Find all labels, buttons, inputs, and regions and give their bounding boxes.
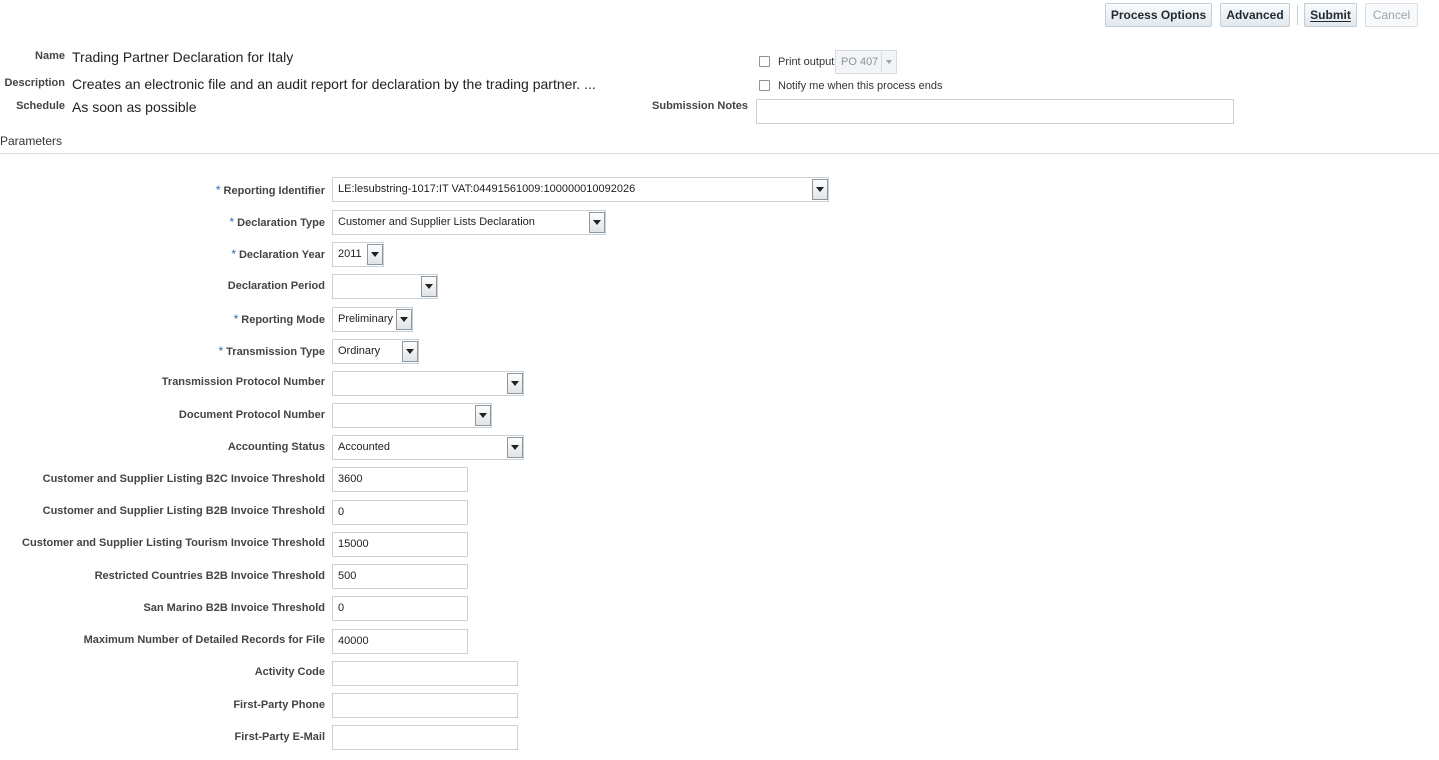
document-protocol-number-select[interactable] [332,403,492,428]
tourism-threshold-input[interactable]: 15000 [332,532,468,557]
activity-code-input[interactable] [332,661,518,686]
chevron-down-icon [881,52,895,72]
chevron-down-icon[interactable] [507,437,523,458]
chevron-down-icon[interactable] [589,212,605,233]
reporting-identifier-value: LE:lesubstring-1017:IT VAT:04491561009:100000010092026 [338,183,636,195]
declaration-period-label: Declaration Period [227,280,325,292]
transmission-type-select[interactable] [332,339,419,364]
first-party-phone-input[interactable] [332,693,518,718]
submit-button[interactable]: Submit [1304,3,1357,27]
restricted-threshold-input[interactable]: 500 [332,564,468,589]
declaration-period-select[interactable] [332,274,438,299]
name-label: Name [35,50,65,62]
description-label: Description [4,77,65,89]
declaration-type-select[interactable] [332,210,606,235]
print-output-label: Print output [778,56,835,68]
chevron-down-icon[interactable] [367,244,383,265]
notify-label: Notify me when this process ends [778,80,943,92]
submission-notes-label: Submission Notes [652,100,748,112]
reporting-mode-label: * Reporting Mode [233,312,325,326]
san-marino-threshold-input[interactable]: 0 [332,596,468,621]
declaration-type-value: Customer and Supplier Lists Declaration [338,216,535,228]
required-indicator: * [231,247,236,261]
section-divider [0,153,1439,154]
declaration-year-select[interactable] [332,242,384,267]
first-party-email-label: First-Party E-Mail [234,731,325,743]
chevron-down-icon[interactable] [396,309,412,330]
max-records-input[interactable]: 40000 [332,629,468,654]
document-protocol-number-label: Document Protocol Number [178,409,325,421]
chevron-down-icon[interactable] [507,373,523,394]
reporting-identifier-label: * Reporting Identifier [215,183,325,197]
required-indicator: * [218,344,224,358]
required-indicator: * [215,183,221,197]
chevron-down-icon[interactable] [421,276,437,297]
cancel-button[interactable]: Cancel [1365,3,1418,27]
accounting-status-select[interactable] [332,435,524,460]
required-indicator: * [233,312,239,326]
b2b-threshold-label: Customer and Supplier Listing B2B Invoice Threshold [42,505,325,517]
accounting-status-label: Accounting Status [227,441,325,453]
b2c-threshold-label: Customer and Supplier Listing B2C Invoice Threshold [42,473,325,485]
declaration-year-value: 2011 [338,248,362,260]
first-party-phone-label: First-Party Phone [233,699,325,711]
declaration-type-label: * Declaration Type [229,215,325,229]
restricted-threshold-label: Restricted Countries B2B Invoice Threshold [94,570,325,582]
first-party-email-input[interactable] [332,725,518,750]
san-marino-threshold-label: San Marino B2B Invoice Threshold [143,602,325,614]
chevron-down-icon[interactable] [812,179,828,200]
schedule-value: As soon as possible [72,99,197,115]
submission-notes-input[interactable] [756,99,1234,124]
toolbar-separator [1297,5,1298,25]
process-options-button[interactable]: Process Options [1105,3,1212,27]
advanced-button[interactable]: Advanced [1220,3,1290,27]
max-records-label: Maximum Number of Detailed Records for File [83,634,325,646]
required-indicator: * [229,215,235,229]
chevron-down-icon[interactable] [402,341,418,362]
transmission-type-label: * Transmission Type [218,344,325,358]
tourism-threshold-label: Customer and Supplier Listing Tourism Invoice Threshold [22,537,325,549]
chevron-down-icon[interactable] [475,405,491,426]
declaration-year-label: * Declaration Year [231,247,325,261]
parameters-title: Parameters [0,134,63,148]
schedule-label: Schedule [16,100,65,112]
transmission-type-value: Ordinary [338,345,381,357]
description-value: Creates an electronic file and an audit report for declaration by the trading partner. ... [72,76,596,92]
notify-checkbox[interactable] [759,80,770,91]
print-output-checkbox[interactable] [759,56,770,67]
reporting-identifier-select[interactable] [332,177,829,202]
b2b-threshold-input[interactable]: 0 [332,500,468,525]
name-value: Trading Partner Declaration for Italy [72,49,294,65]
b2c-threshold-input[interactable]: 3600 [332,467,468,492]
reporting-mode-value: Preliminary [338,313,394,325]
transmission-protocol-number-select[interactable] [332,371,524,396]
print-output-select[interactable] [835,50,897,74]
accounting-status-value: Accounted [338,441,390,453]
transmission-protocol-number-label: Transmission Protocol Number [161,376,325,388]
print-output-value: PO 407 [841,56,879,68]
reporting-mode-select[interactable] [332,307,413,332]
activity-code-label: Activity Code [254,666,325,678]
